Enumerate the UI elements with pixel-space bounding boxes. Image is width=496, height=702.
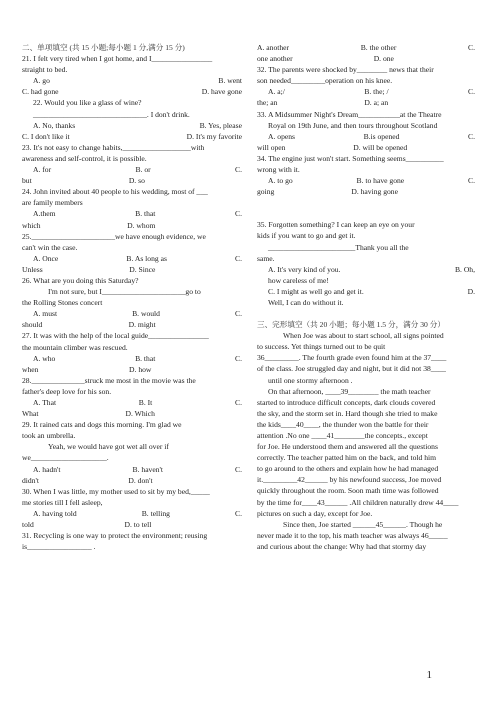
text-line: is_________________ . [22,542,96,552]
option-text: C. [235,398,242,407]
text-line: the sky, and the storm set in. Hard though she tried to make [257,408,438,418]
option-text: when [22,364,39,374]
option-row [257,86,475,97]
text-line: it._________42______ by his newfound success, Joe moved [257,475,442,485]
option-row [22,253,242,264]
text-line: Yeah, we would have got wet all over if [48,442,169,452]
text-line: kids if you want to go and get it. [257,231,356,241]
text-line: _______________________Thank you all the [268,242,409,252]
option-row [257,186,475,197]
option-text: B. went [218,76,242,86]
option-text: didn't [22,475,39,485]
option-text: A. must [33,309,58,319]
option-text: D. don't [128,475,153,485]
section-heading: 二、单项填空 (共 15 小题;每小题 1 分,满分 15 分) [22,43,185,52]
text-line: by the time for____43______ .All children naturally drew 44____ [257,497,459,507]
text-line: 22. Would you like a glass of wine? [33,98,142,108]
option-text: D. one [373,54,394,64]
option-text: A. That [33,398,57,407]
text-line: we____________________. [22,453,109,463]
text-line: the mountain climber was rescued. [22,342,128,352]
option-text: D. have gone [201,87,242,97]
option-row [257,42,475,53]
option-text: C. [468,131,475,141]
option-text: B. It [138,398,153,407]
option-row [257,264,475,275]
option-text: D. [467,286,475,296]
text-line: wrong with it. [257,165,300,175]
text-line: 23. It's not easy to change habits,__________________with [22,142,205,152]
text-line: Since then, Joe started ______45______. Though he [283,519,443,529]
text-line: 35. Forgotten something? I can keep an eye on your [257,220,415,230]
option-text: B. the other [360,43,397,52]
text-line: of the class. Joe struggled day and night, but it did not 38____ [257,364,446,374]
option-row [22,508,242,519]
text-line: 28.______________struck me most in the movie was the [22,375,196,385]
option-row [22,475,242,486]
option-text: D. how [129,364,152,374]
text-line: 33. A Midsummer Night's Dream___________at the Theatre [257,109,442,119]
option-text: B. As long as [126,253,167,263]
text-line: started to introduce difficult concepts, dark clouds covered [257,397,436,407]
text-line: 32. The parents were shocked by________ news that their [257,65,434,75]
text-line: for Joe. He understood them and answered all the questions [257,442,438,452]
option-row [22,397,242,408]
option-row [22,131,242,142]
option-text: B. Yes, please [199,120,242,130]
text-line: me stories till I fell asleep, [22,497,103,507]
option-text: will open [257,142,286,152]
option-text: A. Once [33,253,59,263]
option-text: A. another [257,43,290,52]
option-row [22,264,242,275]
option-text: D. might [128,320,156,330]
option-row [22,175,242,186]
option-text: D. will be opened [353,142,408,152]
text-line: father's deep love for his son. [22,386,112,396]
blank-line [257,308,475,319]
text-line: 24. John invited about 40 people to his wedding, most of ___ [22,187,208,197]
option-row [22,75,242,86]
option-text: C. [235,353,242,363]
option-text: C. I don't like it [22,131,70,141]
text-line: how careless of me! [268,275,329,285]
left-column [22,42,242,552]
option-text: B.is opened [363,131,400,141]
option-text: B. or [135,165,151,175]
option-text: A. hadn't [33,464,61,474]
text-line: quickly throughout the room. Soon math time was followed [257,486,439,496]
text-line: 31. Recycling is one way to protect the environment; reusing [22,531,208,541]
option-row [22,319,242,330]
option-text: B. Oh, [454,264,475,274]
option-text: A. to go [268,176,293,186]
option-row [257,142,475,153]
option-row [22,519,242,530]
text-line: awareness and self-control, it is possible. [22,153,147,163]
option-row [22,308,242,319]
option-text: D. having gone [351,187,398,197]
option-row [22,164,242,175]
option-text: C. [235,464,242,474]
option-text: going [257,187,275,197]
text-line: never made it to the top, his math teacher was always 46_____ [257,530,448,540]
text-line: straight to bed. [22,65,68,75]
text-line: until one stormy afternoon . [268,375,353,385]
option-row [22,86,242,97]
text-line: 25.______________________we have enough evidence, we [22,231,206,241]
option-text: B. that [135,209,156,219]
option-text: A. who [33,353,56,363]
option-row [22,208,242,219]
text-line: and curious about the change: Why had that stormy day [257,541,427,551]
option-text: B. haven't [132,464,164,474]
text-line: 30. When I was little, my mother used to sit by my bed,_____ [22,486,210,496]
option-row [22,464,242,475]
text-line: the kids____40____, the thunder won the battle for their [257,419,429,429]
text-line: are family members [22,198,83,208]
option-row [257,97,475,108]
option-text: C. [468,87,475,97]
option-text: A. go [33,76,50,86]
page-number: 1 [426,669,432,681]
option-text: D. a; an [364,98,389,108]
option-text: D. to tell [124,520,152,530]
blank-line [257,197,475,208]
option-text: C. I might as well go and get it. [268,286,364,296]
text-line: same. [257,253,275,263]
option-text: C. [235,165,242,175]
text-line: When Joe was about to start school, all signs pointed [283,331,444,341]
option-text: C. [235,508,242,518]
option-text: B. telling [141,508,170,518]
text-line: 34. The engine just won't start. Something seems__________ [257,153,444,163]
option-row [257,53,475,64]
option-text: A. It's very kind of you. [268,264,341,274]
text-line: ______________________________. I don't drink. [33,109,190,119]
option-text: C. [235,209,242,219]
text-line: 21. I felt very tired when I got home, and I________________ [22,54,213,64]
text-line: correctly. The teacher patted him on the back, and told him [257,453,437,463]
option-text: D. so [128,176,145,186]
option-text: C. [468,176,475,186]
option-text: A. No, thanks [33,120,76,130]
text-line: 26. What are you doing this Saturday? [22,275,139,285]
option-text: A. opens [268,131,295,141]
option-text: the; an [257,98,278,108]
text-line: to success. Yet things turned out to be quit [257,342,386,352]
section-heading: 三、完形填空（共 20 小题；每小题 1.5 分，满分 30 分） [257,320,445,330]
option-text: D. It's my favorite [186,131,242,141]
text-line: attention .No one ____41________the concepts., except [257,431,428,440]
option-text: C. [235,253,242,263]
text-line: Royal on 19th June, and then tours throughout Scotland [268,120,438,130]
option-text: B. that [135,353,156,363]
option-text: told [22,520,34,530]
option-text: C. [468,43,475,52]
text-line: 27. It was with the help of the local guide________________ [22,331,209,341]
text-line: On that afternoon, ____39________ the math teacher [268,386,431,396]
option-text: A. having told [33,508,77,518]
option-row [22,408,242,419]
text-line: 29. It rained cats and dogs this morning. I'm glad we [22,420,182,430]
option-row [257,286,475,297]
option-text: C. had gone [22,87,59,97]
option-row [257,131,475,142]
option-text: A. a;/ [268,87,285,97]
option-text: A. for [33,165,52,175]
blank-line [257,208,475,219]
option-text: What [22,409,39,419]
option-row [257,175,475,186]
option-text: C. [235,309,242,319]
text-line: took an umbrella. [22,431,76,441]
right-column [257,42,475,552]
option-row [22,364,242,375]
option-text: should [22,320,43,330]
option-row [22,120,242,131]
text-line: son needed_________operation on his knee. [257,76,393,86]
option-text: D. Since [129,264,156,274]
option-text: which [22,220,41,230]
option-text: D. Which [125,409,155,419]
option-text: Unless [22,264,43,274]
text-line: the Rolling Stones concert [22,298,103,308]
option-text: D. whom [127,220,156,230]
option-row [22,353,242,364]
option-text: B. the; / [364,87,389,97]
option-text: B. to have gone [356,176,405,186]
option-row [22,220,242,231]
text-line: to go around to the others and explain how he had managed [257,464,439,474]
option-text: one another [257,54,293,64]
text-line: pictures on such a day, except for Joe. [257,508,373,518]
option-text: but [22,176,32,186]
option-text: B. would [132,309,160,319]
text-line: I'm not sure, but I______________________go to [48,287,201,297]
option-text: A.them [33,209,56,219]
text-line: 36_________. The fourth grade even found him at the 37____ [257,353,447,363]
text-line: can't win the case. [22,242,78,252]
text-line: Well, I can do without it. [268,297,344,307]
